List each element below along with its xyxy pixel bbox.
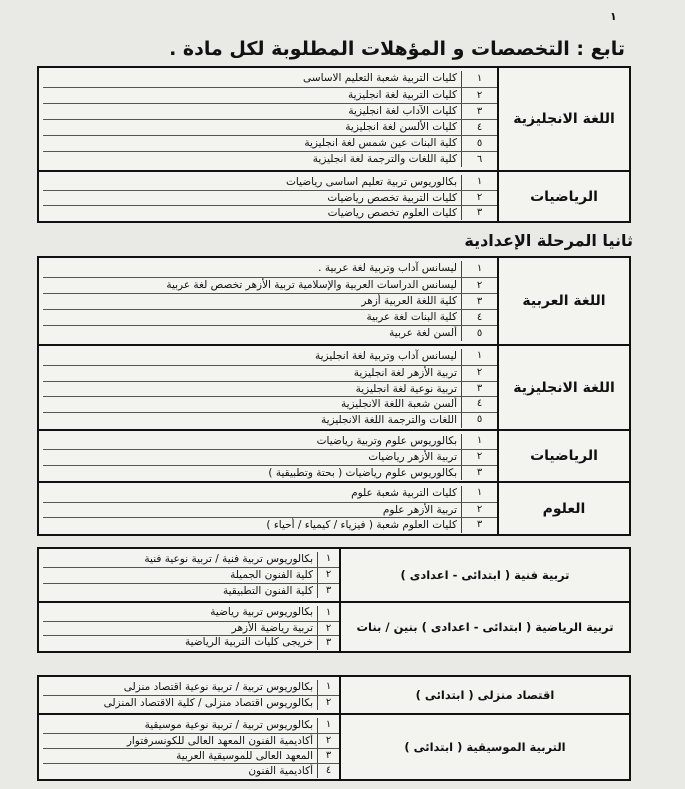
subject-group (39, 258, 629, 344)
row-number: ٢ (461, 366, 497, 381)
qualification-row (43, 502, 497, 518)
qualification-text: تربية رياضية الأزهر (231, 621, 313, 634)
qualification-text: بكالوريوس علوم رياضيات ( بحتة وتطبيقية ) (268, 466, 457, 479)
row-number: ٢ (461, 191, 497, 205)
qualification-text: ليسانس الدراسات العربية والإسلامية تربية الأزهر تخصص لغة عربية (166, 279, 457, 291)
qualification-row (43, 135, 497, 151)
page-number: ١ (610, 10, 617, 23)
qualification-row (43, 349, 497, 365)
qualification-text: أكاديمية الفنون المعهد العالى للكونسرفتوار (126, 735, 313, 747)
row-number: ١ (317, 680, 339, 695)
subject-name: تربية فنية ( ابتدائى - اعدادى ) (339, 549, 629, 601)
qualification-text: ألسن شعبة اللغة الانجليزية (340, 398, 457, 411)
qualification-row (43, 325, 497, 341)
subject-name: الرياضيات (497, 172, 629, 221)
qualification-row (43, 567, 339, 582)
row-number: ١ (317, 718, 339, 733)
row-number: ١ (461, 434, 497, 449)
row-number: ٢ (317, 622, 339, 636)
qualification-row (43, 621, 339, 636)
row-number: ٤ (461, 120, 497, 135)
row-number: ٢ (461, 503, 497, 518)
qualification-text: كليات الألسن لغة انجليزية (345, 121, 457, 133)
row-number: ٤ (461, 397, 497, 412)
qualification-text: تربية الأزهر رياضيات (368, 451, 457, 464)
subject-group (39, 344, 629, 429)
row-number: ٣ (461, 104, 497, 119)
subject-name: اللغة الانجليزية (497, 68, 629, 170)
row-number: ٥ (461, 136, 497, 151)
qualification-text: ليسانس آداب وتربية لغة انجليزية (315, 350, 457, 362)
qualification-text: تربية الأزهر لغة انجليزية (353, 366, 457, 379)
qualification-text: بكالوريوس علوم وتربية رياضيات (316, 435, 457, 447)
row-number: ٣ (461, 294, 497, 309)
table-primary-subjects (37, 66, 631, 223)
qualification-text: كلية الفنون التطبيقية (222, 584, 313, 597)
qualification-row (43, 465, 497, 480)
table-art-sports (37, 547, 631, 653)
subject-name: الرياضيات (497, 431, 629, 481)
row-number: ٢ (461, 278, 497, 293)
row-number: ٣ (317, 584, 339, 598)
row-number: ٢ (461, 88, 497, 103)
row-number: ٢ (461, 450, 497, 464)
row-number: ١ (461, 71, 497, 87)
qualification-row (43, 151, 497, 167)
qualification-row (43, 190, 497, 205)
qualification-text: بكالوريوس تربية / تربية نوعية موسيقية (144, 719, 313, 731)
qualification-row (43, 205, 497, 220)
qualification-row (43, 365, 497, 381)
qualification-text: كليات التربية تخصص رياضيات (327, 192, 457, 204)
row-number: ١ (317, 606, 339, 621)
section-heading-qualifications: تابع : التخصصات و المؤهلات المطلوبة لكل مادة . (169, 38, 625, 60)
subject-group (39, 677, 629, 713)
qualification-row (43, 412, 497, 428)
qualification-text: كلية اللغة العربية أزهر (361, 295, 457, 307)
qualification-text: المعهد العالى للموسيقية العربية (176, 750, 313, 762)
qualification-text: بكالوريوس تربية تعليم اساسى رياضيات (285, 176, 457, 188)
qualification-row (43, 583, 339, 598)
subject-name: اقتصاد منزلى ( ابتدائى ) (339, 677, 629, 713)
qualification-row (43, 103, 497, 119)
qualification-row (43, 763, 339, 778)
qualification-text: ليسانس آداب وتربية لغة عربية . (318, 262, 457, 274)
row-number: ٤ (317, 764, 339, 778)
qualification-text: بكالوريوس اقتصاد منزلى / كلية الاقتصاد المنزلى (103, 697, 313, 709)
qualification-row (43, 486, 497, 502)
subject-group (39, 68, 629, 170)
row-number: ٤ (461, 310, 497, 325)
qualification-text: اللغات والترجمة اللغة الانجليزية (321, 414, 457, 427)
subject-group (39, 481, 629, 534)
qualification-text: خريجى كليات التربية الرياضية (184, 636, 313, 649)
qualification-row (43, 175, 497, 190)
qualification-row (43, 695, 339, 710)
qualification-row (43, 733, 339, 748)
qualification-text: كلية البنات عين شمس لغة انجليزية (304, 137, 457, 149)
subject-name: التربية الموسيقية ( ابتدائى ) (339, 715, 629, 779)
row-number: ٢ (317, 734, 339, 748)
qualification-text: كلية اللغات والترجمة لغة انجليزية (312, 153, 457, 165)
qualification-row (43, 87, 497, 103)
qualification-text: كليات العلوم تخصص رياضيات (327, 207, 457, 219)
qualification-text: كليات العلوم شعبة ( فيزياء / كيمياء / أحياء ) (266, 519, 457, 532)
qualification-text: كليات التربية شعبة التعليم الاساسى (303, 72, 457, 84)
section-heading-preparatory: ثانيا المرحلة الإعدادية (464, 231, 633, 250)
row-number: ١ (461, 486, 497, 502)
table-preparatory-subjects (37, 256, 631, 536)
qualification-text: ألسن لغة عربية (389, 327, 457, 339)
row-number: ٣ (317, 636, 339, 650)
subject-group (39, 429, 629, 481)
qualification-text: بكالوريوس تربية فنية / تربية نوعية فنية (144, 553, 313, 565)
qualification-row (43, 517, 497, 533)
row-number: ٣ (461, 382, 497, 397)
table-home-economics-music (37, 675, 631, 781)
qualification-text: تربية نوعية لغة انجليزية (355, 382, 457, 395)
qualification-row (43, 277, 497, 293)
qualification-row (43, 635, 339, 650)
qualification-row (43, 309, 497, 325)
qualification-row (43, 261, 497, 277)
qualification-row (43, 606, 339, 621)
row-number: ٥ (461, 413, 497, 428)
row-number: ١ (461, 349, 497, 365)
qualification-row (43, 381, 497, 397)
subject-group (39, 549, 629, 601)
qualification-row (43, 119, 497, 135)
subject-name: تربية الرياضية ( ابتدائى - اعدادى ) بنين / بنات (339, 603, 629, 651)
qualification-text: بكالوريوس تربية رياضية (210, 606, 313, 618)
qualification-row (43, 449, 497, 464)
row-number: ٥ (461, 326, 497, 341)
row-number: ١ (461, 175, 497, 190)
subject-name: العلوم (497, 483, 629, 534)
row-number: ١ (317, 552, 339, 567)
qualification-row (43, 71, 497, 87)
qualification-text: كلية الفنون الجميلة (230, 569, 313, 582)
subject-group (39, 713, 629, 779)
row-number: ٢ (317, 568, 339, 582)
qualification-row (43, 748, 339, 763)
qualification-text: أكاديمية الفنون (248, 765, 313, 777)
qualification-text: كلية البنات لغة عربية (366, 311, 457, 323)
qualification-row (43, 434, 497, 449)
qualification-row (43, 552, 339, 567)
row-number: ٣ (317, 749, 339, 763)
row-number: ١ (461, 261, 497, 277)
row-number: ٣ (461, 518, 497, 533)
subject-group (39, 601, 629, 651)
row-number: ٢ (317, 696, 339, 710)
qualification-row (43, 718, 339, 733)
qualification-text: كليات التربية شعبة علوم (351, 487, 457, 499)
row-number: ٣ (461, 466, 497, 480)
row-number: ٦ (461, 152, 497, 167)
qualification-text: كليات الآداب لغة انجليزية (348, 105, 457, 117)
qualification-row (43, 293, 497, 309)
subject-group (39, 170, 629, 221)
subject-name: اللغة العربية (497, 258, 629, 344)
qualification-row (43, 396, 497, 412)
qualification-text: كليات التربية لغة انجليزية (347, 89, 457, 101)
qualification-text: بكالوريوس تربية / تربية نوعية اقتصاد منزلى (123, 681, 313, 693)
qualification-text: تربية الأزهر علوم (382, 503, 457, 516)
row-number: ٣ (461, 206, 497, 220)
qualification-row (43, 680, 339, 695)
subject-name: اللغة الانجليزية (497, 346, 629, 429)
